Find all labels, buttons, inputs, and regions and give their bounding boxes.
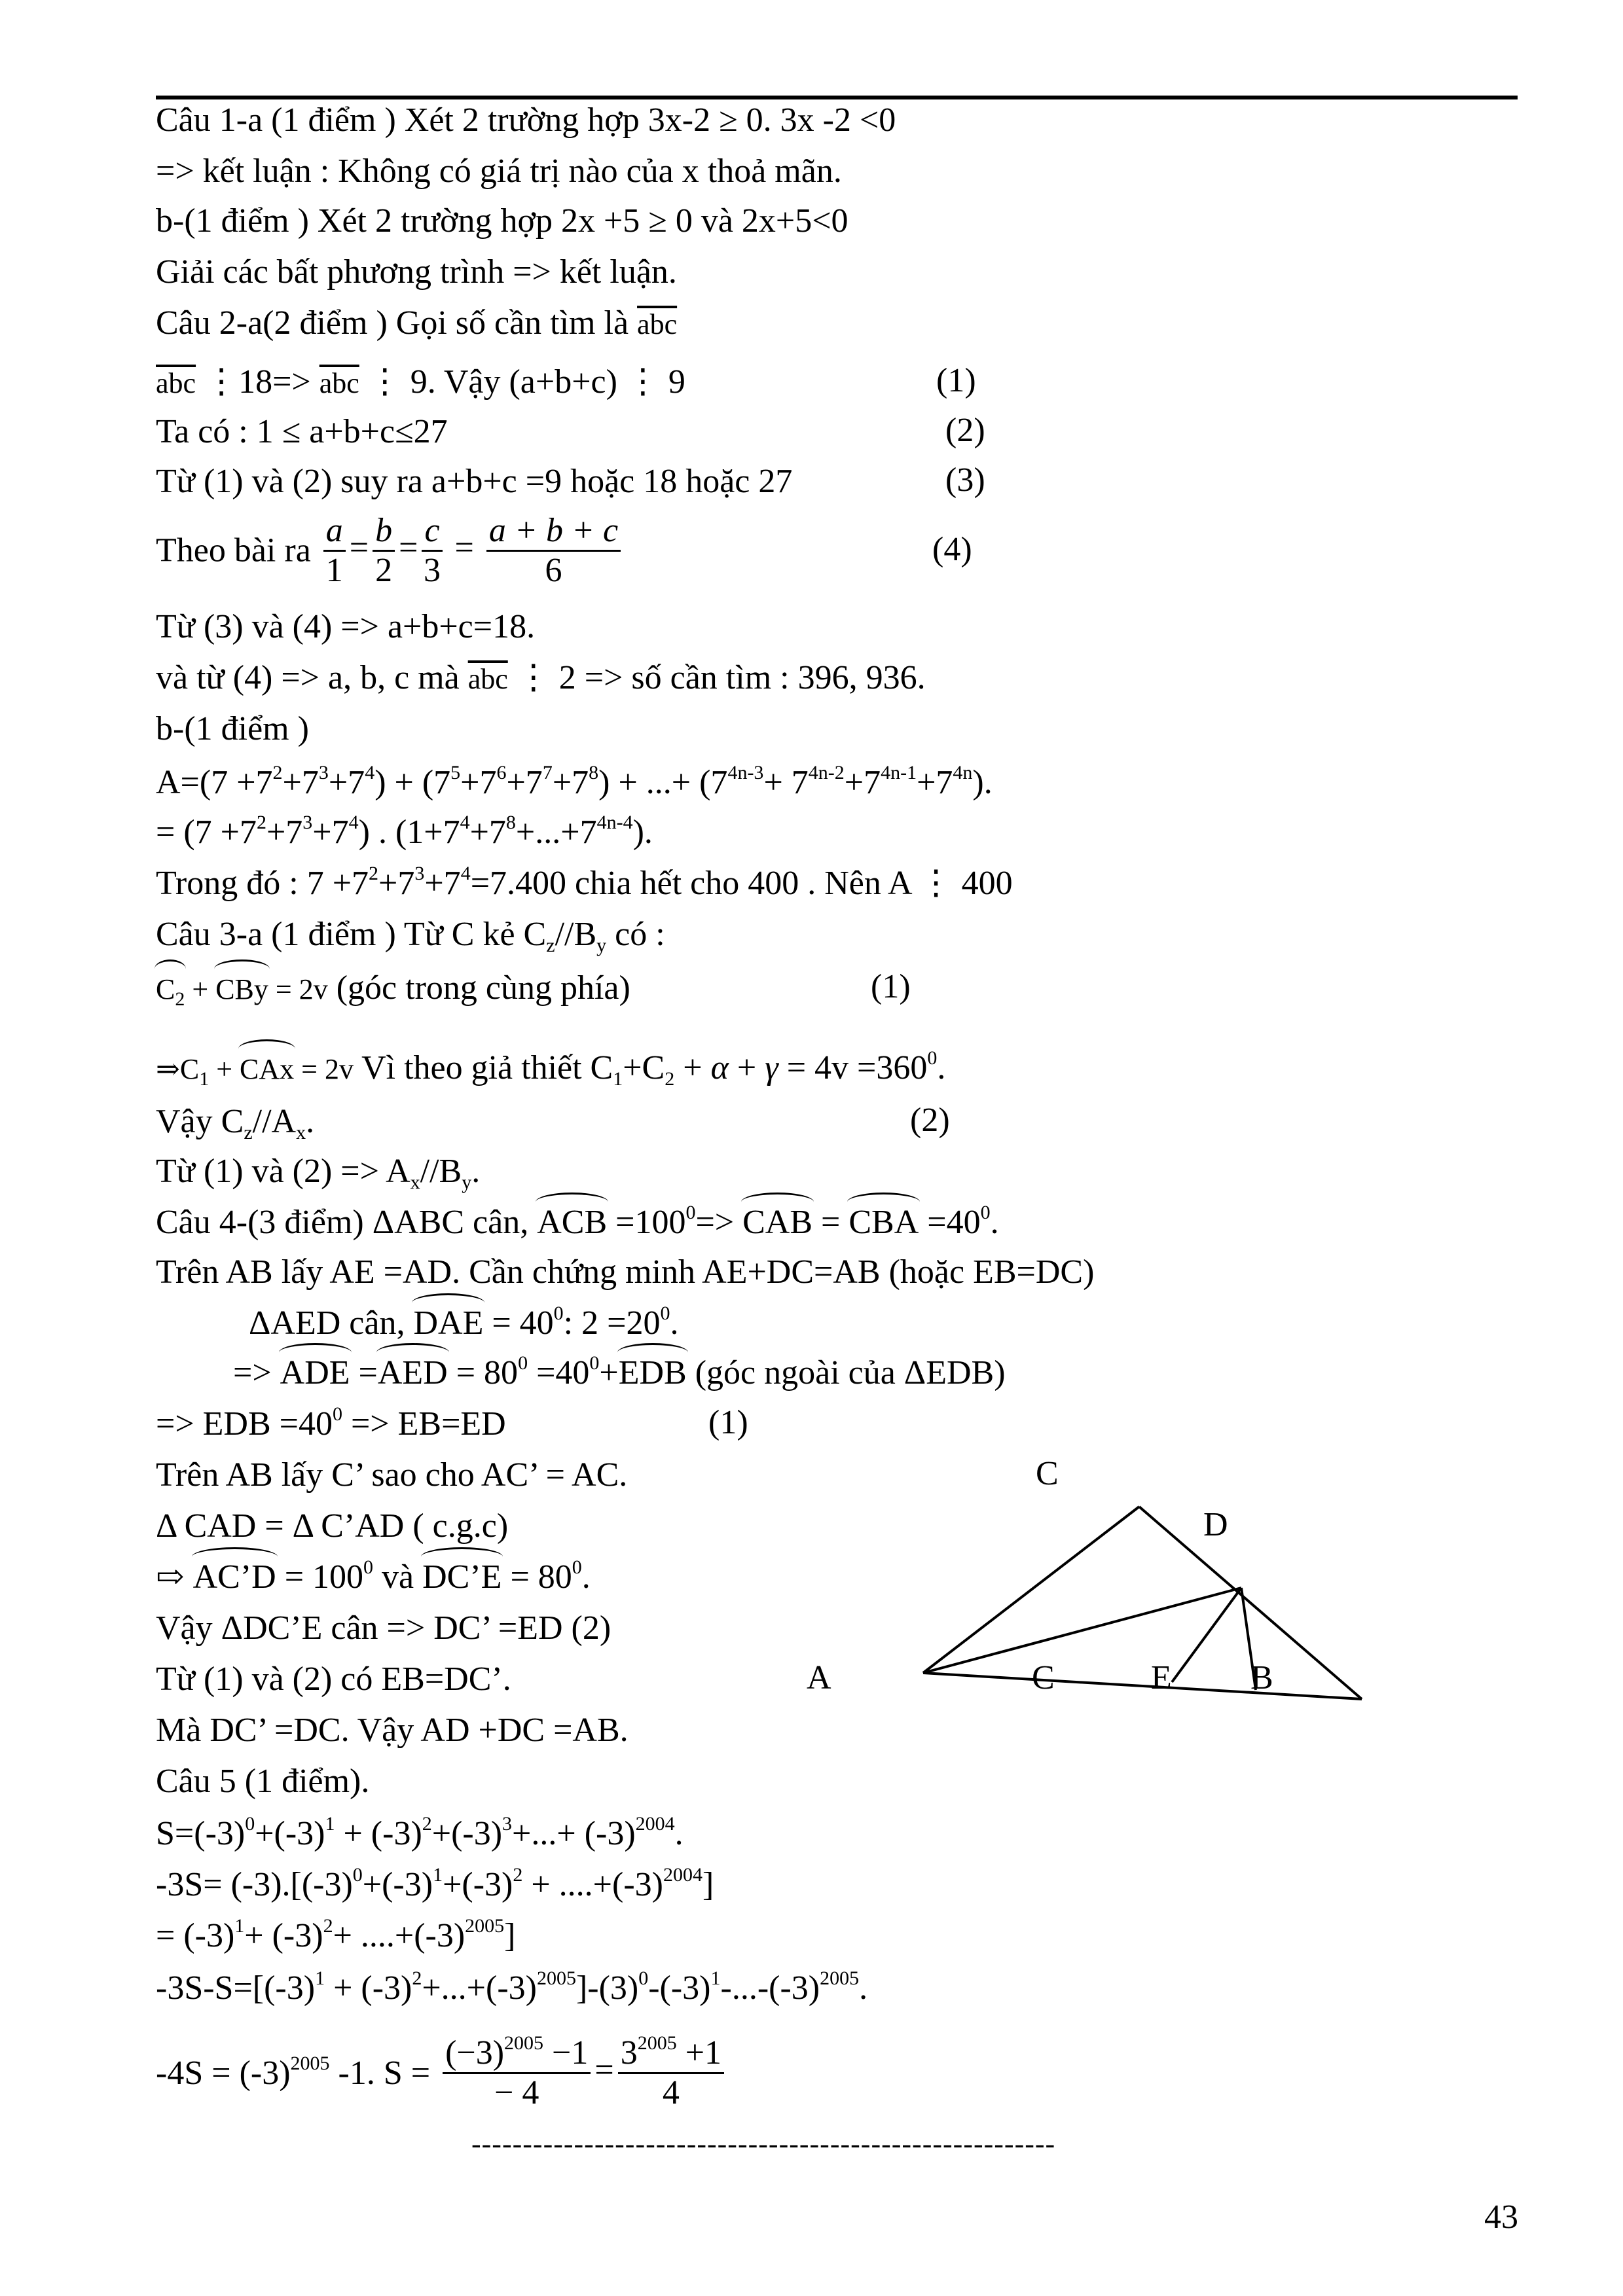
text-line: Câu 3-a (1 điểm ) Từ C kẻ $C_z//B_y$ có :	[156, 916, 665, 956]
eq-number: (1)	[708, 1404, 748, 1441]
text-line: Câu 4-(3 điểm) ΔABC cân, ACB $=100^0=>$ CAB = CBA $=40^0$.	[156, 1202, 999, 1244]
text-line: Từ (1) và (2) suy ra a+b+c =9 hoặc 18 hoặc 27	[156, 463, 793, 500]
eq-number: (1)	[871, 968, 911, 1005]
text-line: Trên AB lấy AE =AD. Cần chứng minh AE+DC=AB (hoặc EB=DC)	[156, 1253, 1095, 1291]
text-line: Giải các bất phương trình => kết luận.	[156, 253, 677, 291]
text-line: Câu 1-a (1 điểm ) Xét 2 trường hợp 3x-2 ≥ 0. 3x -2 <0	[156, 101, 896, 139]
text-line: Từ (3) và (4) => a+b+c=18.	[156, 608, 536, 645]
text-line: Mà DC’ =DC. Vậy AD +DC =AB.	[156, 1712, 629, 1749]
eq-number: (3)	[945, 461, 985, 499]
math-line: $C_2$ + CBy = 2v (góc trong cùng phía)	[156, 969, 630, 1010]
eq-number: (2)	[945, 412, 985, 449]
page-number: 43	[1484, 2198, 1518, 2236]
text-line: Vậy $C_z//A_x$.	[156, 1103, 315, 1143]
eq-number: (4)	[932, 531, 972, 568]
label-b: B	[1250, 1659, 1273, 1696]
math-line: => ADE $=AED = 80^0 =40^0+EDB$ (góc ngoài của ΔEDB)	[233, 1352, 1006, 1394]
label-c-prime: C	[1032, 1659, 1055, 1696]
math-line: ΔAED cân, DAE = $40^0$: $2 =20^0$.	[249, 1302, 678, 1344]
text-line: Trên AB lấy C’ sao cho AC’ = AC.	[156, 1456, 628, 1494]
eq-number: (2)	[910, 1102, 950, 1139]
math-line: $-3S= (-3).[(-3)^0+(-3)^1+(-3)^2 + ....+(-3)^{2004}]$	[156, 1864, 714, 1903]
text-line: Từ (1) và $(2) => A_x//B_y$.	[156, 1153, 481, 1193]
math-line: ⇨ AC’D = $100^0$ và DC’E = $80^0$.	[156, 1556, 591, 1598]
math-line: $S=(-3)^0+(-3)^1 + (-3)^2+(-3)^3+...+ (-3)^{2004}$.	[156, 1813, 684, 1852]
math-line: $-4S = (-3)^{2005}$ -1. S = $\frac{(-3)^{2005} -1}{- 4}$ = $\frac{3^{2005} +1}{4}$	[156, 2034, 728, 2112]
math-line: $\Rightarrow C_1$ + CAx = 2v Vì theo giả thiết $C_1+C_2 + \alpha + \gamma = 4v =360^0$.	[156, 1047, 946, 1090]
text-line: Theo bài ra $\frac{a}{1}$ = $\frac{b}{2}$ = $\frac{c}{3}$ = $\frac{a + b + c}{6}$	[156, 512, 625, 590]
footer-dashes: ---------------------------------------------------------	[471, 2128, 1056, 2160]
label-c: C	[1036, 1455, 1059, 1492]
label-d: D	[1203, 1506, 1228, 1543]
text-line: Câu 5 (1 điểm).	[156, 1763, 370, 1800]
label-e: E	[1151, 1659, 1172, 1696]
text-line: b-(1 điểm )	[156, 710, 309, 747]
math-line: Trong đó : $7 +7^2+7^3+7^4=7.400$ chia hết cho 400 . Nên A ⋮ 400	[156, 863, 1013, 902]
text-line: và từ (4) => a, b, c mà $\overline{abc}$ ⋮ 2 => số cần tìm : 396, 936.	[156, 659, 926, 696]
text-line: b-(1 điểm ) Xét 2 trường hợp 2x +5 ≥ 0 và 2x+5<0	[156, 202, 848, 240]
math-line: $A=(7 +7^2+7^3+7^4) + (7^5+7^6+7^7+7^8)$ + ...+ $(7^{4n-3}+ 7^{4n-2}+7^{4n-1}+7^{4n})$.	[156, 762, 993, 801]
label-a: A	[807, 1659, 831, 1696]
text-line: Từ (1) và (2) có EB=DC’.	[156, 1660, 511, 1698]
eq-number: (1)	[936, 362, 976, 399]
text-line: Vậy ΔDC’E cân => DC’ =ED (2)	[156, 1609, 611, 1647]
text-line: Câu 2-a(2 điểm ) Gọi số cần tìm là $\overline{abc}$	[156, 304, 678, 342]
math-line: = $(7 +7^2+7^3+7^4)$ . $(1+7^4+7^8+...+7^{4n-4})$.	[156, 812, 653, 851]
math-line: $-3S-S=[(-3)^1 + (-3)^2+...+(-3)^{2005}]-(3)^0-(-3)^1-...-(-3)^{2005}$.	[156, 1967, 868, 2007]
text-line: $\overline{abc}$ ⋮18=> $\overline{abc}$ ⋮ 9. Vậy (a+b+c) ⋮ 9	[156, 363, 685, 401]
math-line: = $(-3)^1+ (-3)^2+ ....+(-3)^{2005}$]	[156, 1915, 516, 1954]
text-line: => kết luận : Không có giá trị nào của x thoả mãn.	[156, 152, 842, 190]
text-line: Δ CAD = Δ C’AD ( c.g.c)	[156, 1507, 509, 1545]
text-line: Ta có : 1 ≤ a+b+c≤27	[156, 413, 448, 450]
math-line: => EDB $=40^0 => EB=ED$	[156, 1403, 506, 1443]
overline-abc: $\overline{abc}$	[637, 308, 678, 340]
